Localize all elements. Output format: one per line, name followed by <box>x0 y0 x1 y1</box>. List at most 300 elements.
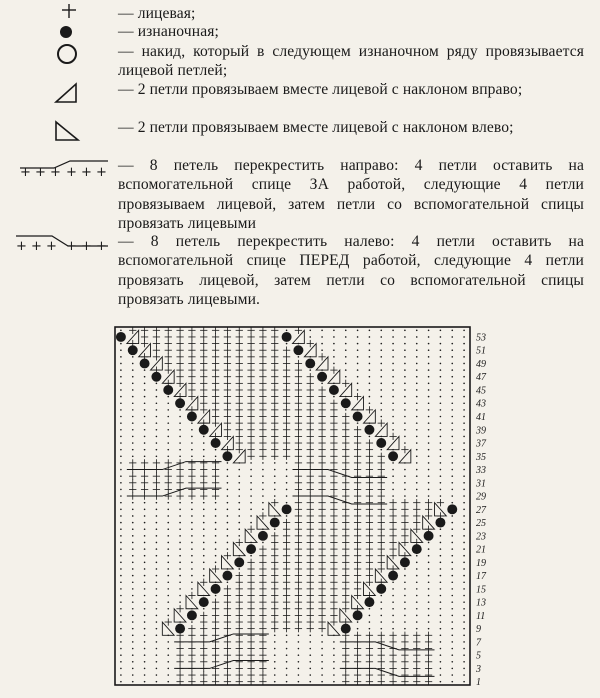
chart-empty-dot <box>333 634 335 636</box>
chart-empty-dot <box>156 542 158 544</box>
chart-empty-dot <box>440 628 442 630</box>
chart-empty-dot <box>179 429 181 431</box>
chart-row-number: 53 <box>476 332 486 344</box>
chart-empty-dot <box>440 389 442 391</box>
chart-empty-dot <box>428 383 430 385</box>
chart-empty-dot <box>120 389 122 391</box>
chart-purl-stitch <box>412 544 422 554</box>
chart-empty-dot <box>132 628 134 630</box>
chart-purl-stitch <box>140 358 150 368</box>
chart-empty-dot <box>167 449 169 451</box>
chart-row-number: 41 <box>476 412 486 423</box>
chart-empty-dot <box>380 349 382 351</box>
chart-empty-dot <box>203 442 205 444</box>
chart-empty-dot <box>167 542 169 544</box>
chart-empty-dot <box>215 502 217 504</box>
legend-text-cable-left: — 8 петель перекрестить налево: 4 петли оставить на вспомогательной спице ПЕРЕД работой, следующие 4 петли провязать лицевой, затем петли со вспомогательной спицы провязать лицевыми. <box>118 233 584 309</box>
chart-empty-dot <box>309 356 311 358</box>
chart-purl-stitch <box>222 571 232 581</box>
chart-empty-dot <box>132 455 134 457</box>
chart-empty-dot <box>156 674 158 676</box>
chart-empty-dot <box>392 495 394 497</box>
chart-purl-stitch <box>435 518 445 528</box>
chart-empty-dot <box>404 356 406 358</box>
chart-empty-dot <box>120 555 122 557</box>
chart-empty-dot <box>132 515 134 517</box>
chart-empty-dot <box>404 489 406 491</box>
chart-empty-dot <box>451 369 453 371</box>
chart-empty-dot <box>191 509 193 511</box>
chart-empty-dot <box>167 588 169 590</box>
chart-empty-dot <box>167 562 169 564</box>
chart-empty-dot <box>191 568 193 570</box>
chart-empty-dot <box>144 634 146 636</box>
chart-empty-dot <box>451 376 453 378</box>
chart-empty-dot <box>428 409 430 411</box>
chart-empty-dot <box>463 628 465 630</box>
chart-empty-dot <box>369 336 371 338</box>
chart-empty-dot <box>132 402 134 404</box>
chart-empty-dot <box>286 654 288 656</box>
chart-empty-dot <box>440 475 442 477</box>
chart-empty-dot <box>156 416 158 418</box>
chart-empty-dot <box>428 469 430 471</box>
chart-empty-dot <box>392 349 394 351</box>
chart-empty-dot <box>309 336 311 338</box>
chart-empty-dot <box>286 648 288 650</box>
chart-empty-dot <box>144 376 146 378</box>
chart-empty-dot <box>250 495 252 497</box>
chart-empty-dot <box>120 495 122 497</box>
chart-empty-dot <box>392 489 394 491</box>
chart-empty-dot <box>440 409 442 411</box>
chart-empty-dot <box>120 376 122 378</box>
chart-row-number: 17 <box>476 571 486 583</box>
chart-empty-dot <box>179 455 181 457</box>
chart-empty-dot <box>298 634 300 636</box>
chart-empty-dot <box>262 489 264 491</box>
chart-empty-dot <box>428 402 430 404</box>
chart-empty-dot <box>120 489 122 491</box>
cable-right-icon <box>0 156 118 196</box>
chart-empty-dot <box>451 449 453 451</box>
chart-empty-dot <box>428 568 430 570</box>
chart-empty-dot <box>167 396 169 398</box>
chart-empty-dot <box>380 608 382 610</box>
chart-empty-dot <box>451 621 453 623</box>
chart-purl-stitch <box>353 412 363 422</box>
chart-empty-dot <box>333 349 335 351</box>
chart-empty-dot <box>440 581 442 583</box>
chart-empty-dot <box>369 389 371 391</box>
chart-empty-dot <box>463 383 465 385</box>
chart-empty-dot <box>132 436 134 438</box>
chart-empty-dot <box>440 416 442 418</box>
chart-empty-dot <box>191 422 193 424</box>
chart-empty-dot <box>451 402 453 404</box>
chart-purl-stitch <box>305 358 315 368</box>
chart-empty-dot <box>380 402 382 404</box>
chart-empty-dot <box>156 436 158 438</box>
chart-empty-dot <box>203 528 205 530</box>
chart-empty-dot <box>440 469 442 471</box>
chart-empty-dot <box>274 475 276 477</box>
chart-empty-dot <box>132 674 134 676</box>
chart-empty-dot <box>120 681 122 683</box>
chart-empty-dot <box>156 422 158 424</box>
chart-empty-dot <box>451 641 453 643</box>
chart-empty-dot <box>440 575 442 577</box>
chart-empty-dot <box>144 449 146 451</box>
chart-empty-dot <box>416 396 418 398</box>
chart-empty-dot <box>144 595 146 597</box>
chart-empty-dot <box>203 535 205 537</box>
chart-empty-dot <box>144 548 146 550</box>
chart-empty-dot <box>191 588 193 590</box>
chart-empty-dot <box>132 369 134 371</box>
chart-empty-dot <box>167 442 169 444</box>
chart-empty-dot <box>227 509 229 511</box>
chart-empty-dot <box>144 542 146 544</box>
chart-empty-dot <box>179 522 181 524</box>
chart-purl-stitch <box>388 571 398 581</box>
chart-empty-dot <box>203 595 205 597</box>
chart-empty-dot <box>380 383 382 385</box>
chart-empty-dot <box>120 608 122 610</box>
chart-empty-dot <box>286 462 288 464</box>
chart-empty-dot <box>274 654 276 656</box>
chart-empty-dot <box>416 568 418 570</box>
chart-empty-dot <box>451 349 453 351</box>
chart-empty-dot <box>167 429 169 431</box>
chart-empty-dot <box>428 455 430 457</box>
chart-empty-dot <box>463 429 465 431</box>
chart-empty-dot <box>144 429 146 431</box>
chart-empty-dot <box>144 681 146 683</box>
chart-empty-dot <box>132 615 134 617</box>
chart-empty-dot <box>286 489 288 491</box>
chart-row-number: 29 <box>476 491 486 503</box>
chart-empty-dot <box>321 336 323 338</box>
chart-empty-dot <box>309 634 311 636</box>
chart-empty-dot <box>380 343 382 345</box>
chart-empty-dot <box>156 522 158 524</box>
chart-empty-dot <box>404 409 406 411</box>
chart-empty-dot <box>132 509 134 511</box>
chart-empty-dot <box>392 482 394 484</box>
chart-empty-dot <box>144 416 146 418</box>
chart-empty-dot <box>132 595 134 597</box>
chart-empty-dot <box>463 661 465 663</box>
chart-row-number: 5 <box>476 650 481 662</box>
chart-empty-dot <box>380 369 382 371</box>
chart-purl-stitch <box>246 544 256 554</box>
chart-empty-dot <box>463 621 465 623</box>
chart-empty-dot <box>416 356 418 358</box>
chart-empty-dot <box>238 568 240 570</box>
chart-empty-dot <box>215 595 217 597</box>
chart-empty-dot <box>380 601 382 603</box>
chart-empty-dot <box>369 402 371 404</box>
chart-empty-dot <box>238 495 240 497</box>
legend <box>0 0 600 318</box>
chart-empty-dot <box>428 356 430 358</box>
chart-empty-dot <box>392 376 394 378</box>
chart-empty-dot <box>463 376 465 378</box>
chart-empty-dot <box>144 621 146 623</box>
chart-empty-dot <box>392 588 394 590</box>
chart-empty-dot <box>179 422 181 424</box>
chart-empty-dot <box>120 369 122 371</box>
chart-row-number: 45 <box>476 385 486 397</box>
chart-empty-dot <box>416 475 418 477</box>
chart-empty-dot <box>357 369 359 371</box>
chart-empty-dot <box>463 449 465 451</box>
chart-empty-dot <box>179 535 181 537</box>
chart-empty-dot <box>120 575 122 577</box>
chart-empty-dot <box>416 402 418 404</box>
chart-row-number: 21 <box>476 544 486 556</box>
chart-empty-dot <box>392 396 394 398</box>
chart-empty-dot <box>416 575 418 577</box>
chart-empty-dot <box>440 548 442 550</box>
chart-empty-dot <box>463 369 465 371</box>
chart-empty-dot <box>416 349 418 351</box>
chart-empty-dot <box>416 489 418 491</box>
chart-purl-stitch <box>270 518 280 528</box>
chart-empty-dot <box>463 363 465 365</box>
chart-empty-dot <box>144 668 146 670</box>
chart-empty-dot <box>416 462 418 464</box>
chart-purl-stitch <box>317 372 327 382</box>
chart-empty-dot <box>120 634 122 636</box>
chart-empty-dot <box>156 389 158 391</box>
chart-empty-dot <box>333 681 335 683</box>
chart-empty-dot <box>463 641 465 643</box>
chart-empty-dot <box>120 661 122 663</box>
legend-text-k2tog-left: — 2 петли провязываем вместе лицевой с наклоном влево; <box>118 119 514 136</box>
chart-empty-dot <box>250 489 252 491</box>
chart-empty-dot <box>120 383 122 385</box>
chart-empty-dot <box>380 376 382 378</box>
chart-empty-dot <box>156 402 158 404</box>
chart-empty-dot <box>380 330 382 332</box>
chart-empty-dot <box>440 568 442 570</box>
chart-empty-dot <box>191 535 193 537</box>
chart-empty-dot <box>262 502 264 504</box>
chart-empty-dot <box>380 628 382 630</box>
chart-empty-dot <box>380 436 382 438</box>
chart-empty-dot <box>321 343 323 345</box>
chart-empty-dot <box>451 442 453 444</box>
chart-empty-dot <box>120 462 122 464</box>
chart-empty-dot <box>215 581 217 583</box>
chart-empty-dot <box>156 515 158 517</box>
chart-row-number: 33 <box>476 465 486 477</box>
chart-empty-dot <box>416 389 418 391</box>
chart-empty-dot <box>440 429 442 431</box>
chart-empty-dot <box>404 383 406 385</box>
chart-empty-dot <box>167 608 169 610</box>
chart-empty-dot <box>333 654 335 656</box>
chart-empty-dot <box>298 661 300 663</box>
chart-empty-dot <box>440 383 442 385</box>
chart-empty-dot <box>120 422 122 424</box>
chart-empty-dot <box>203 548 205 550</box>
chart-empty-dot <box>262 509 264 511</box>
chart-empty-dot <box>416 422 418 424</box>
chart-empty-dot <box>451 601 453 603</box>
chart-empty-dot <box>440 588 442 590</box>
chart-empty-dot <box>451 595 453 597</box>
chart-empty-dot <box>440 336 442 338</box>
chart-empty-dot <box>380 409 382 411</box>
chart-empty-dot <box>440 674 442 676</box>
chart-empty-dot <box>215 449 217 451</box>
chart-empty-dot <box>286 681 288 683</box>
chart-empty-dot <box>404 469 406 471</box>
chart-empty-dot <box>463 562 465 564</box>
chart-empty-dot <box>203 555 205 557</box>
chart-empty-dot <box>345 376 347 378</box>
chart-empty-dot <box>309 654 311 656</box>
chart-empty-dot <box>463 535 465 537</box>
chart-empty-dot <box>428 555 430 557</box>
chart-empty-dot <box>120 648 122 650</box>
chart-empty-dot <box>144 436 146 438</box>
chart-empty-dot <box>120 475 122 477</box>
chart-empty-dot <box>274 641 276 643</box>
chart-empty-dot <box>404 343 406 345</box>
chart-empty-dot <box>167 509 169 511</box>
chart-empty-dot <box>274 634 276 636</box>
chart-empty-dot <box>120 668 122 670</box>
chart-empty-dot <box>215 509 217 511</box>
chart-empty-dot <box>298 641 300 643</box>
chart-empty-dot <box>120 528 122 530</box>
chart-empty-dot <box>428 336 430 338</box>
chart-empty-dot <box>404 482 406 484</box>
chart-empty-dot <box>203 436 205 438</box>
chart-empty-dot <box>440 422 442 424</box>
chart-empty-dot <box>120 455 122 457</box>
chart-empty-dot <box>404 475 406 477</box>
chart-row-number: 51 <box>476 345 486 357</box>
chart-empty-dot <box>392 389 394 391</box>
chart-empty-dot <box>298 681 300 683</box>
chart-empty-dot <box>463 581 465 583</box>
chart-row-number: 39 <box>476 425 486 437</box>
chart-empty-dot <box>416 595 418 597</box>
chart-empty-dot <box>416 343 418 345</box>
chart-empty-dot <box>274 681 276 683</box>
chart-empty-dot <box>404 581 406 583</box>
chart-empty-dot <box>357 349 359 351</box>
chart-empty-dot <box>440 363 442 365</box>
chart-empty-dot <box>309 674 311 676</box>
chart-empty-dot <box>333 330 335 332</box>
chart-empty-dot <box>120 621 122 623</box>
chart-empty-dot <box>298 343 300 345</box>
chart-empty-dot <box>440 369 442 371</box>
chart-empty-dot <box>416 442 418 444</box>
chart-empty-dot <box>440 489 442 491</box>
chart-empty-dot <box>227 581 229 583</box>
chart-empty-dot <box>309 641 311 643</box>
chart-empty-dot <box>451 330 453 332</box>
chart-empty-dot <box>428 349 430 351</box>
chart-empty-dot <box>286 634 288 636</box>
chart-empty-dot <box>440 462 442 464</box>
chart-empty-dot <box>179 409 181 411</box>
chart-empty-dot <box>274 469 276 471</box>
chart-empty-dot <box>191 608 193 610</box>
chart-empty-dot <box>369 349 371 351</box>
chart-purl-stitch <box>376 584 386 594</box>
chart-empty-dot <box>120 562 122 564</box>
chart-purl-stitch <box>400 557 410 567</box>
chart-empty-dot <box>250 469 252 471</box>
chart-empty-dot <box>333 396 335 398</box>
chart-empty-dot <box>179 515 181 517</box>
chart-empty-dot <box>451 396 453 398</box>
chart-empty-dot <box>416 555 418 557</box>
chart-empty-dot <box>428 548 430 550</box>
chart-empty-dot <box>298 356 300 358</box>
chart-empty-dot <box>369 363 371 365</box>
chart-purl-stitch <box>175 398 185 408</box>
chart-empty-dot <box>440 562 442 564</box>
svg-text:+ + +: + + + <box>66 239 107 254</box>
chart-empty-dot <box>451 581 453 583</box>
chart-purl-stitch <box>258 531 268 541</box>
chart-empty-dot <box>463 469 465 471</box>
chart-empty-dot <box>144 402 146 404</box>
chart-purl-stitch <box>199 425 209 435</box>
chart-empty-dot <box>120 542 122 544</box>
chart-empty-dot <box>132 588 134 590</box>
chart-empty-dot <box>191 515 193 517</box>
chart-empty-dot <box>179 509 181 511</box>
chart-empty-dot <box>451 674 453 676</box>
chart-empty-dot <box>416 409 418 411</box>
chart-empty-dot <box>238 509 240 511</box>
chart-empty-dot <box>463 588 465 590</box>
chart-empty-dot <box>144 422 146 424</box>
chart-empty-dot <box>416 429 418 431</box>
chart-purl-stitch <box>211 438 221 448</box>
chart-empty-dot <box>227 535 229 537</box>
chart-empty-dot <box>156 429 158 431</box>
chart-empty-dot <box>191 548 193 550</box>
chart-empty-dot <box>167 668 169 670</box>
chart-empty-dot <box>156 396 158 398</box>
chart-empty-dot <box>428 343 430 345</box>
chart-empty-dot <box>227 489 229 491</box>
chart-empty-dot <box>392 330 394 332</box>
chart-empty-dot <box>250 502 252 504</box>
chart-empty-dot <box>286 502 288 504</box>
chart-empty-dot <box>274 661 276 663</box>
chart-empty-dot <box>451 654 453 656</box>
legend-text-knit: — лицевая; <box>118 5 196 22</box>
chart-empty-dot <box>167 648 169 650</box>
chart-empty-dot <box>120 548 122 550</box>
chart-empty-dot <box>144 515 146 517</box>
chart-empty-dot <box>179 601 181 603</box>
chart-empty-dot <box>369 615 371 617</box>
chart-empty-dot <box>309 648 311 650</box>
